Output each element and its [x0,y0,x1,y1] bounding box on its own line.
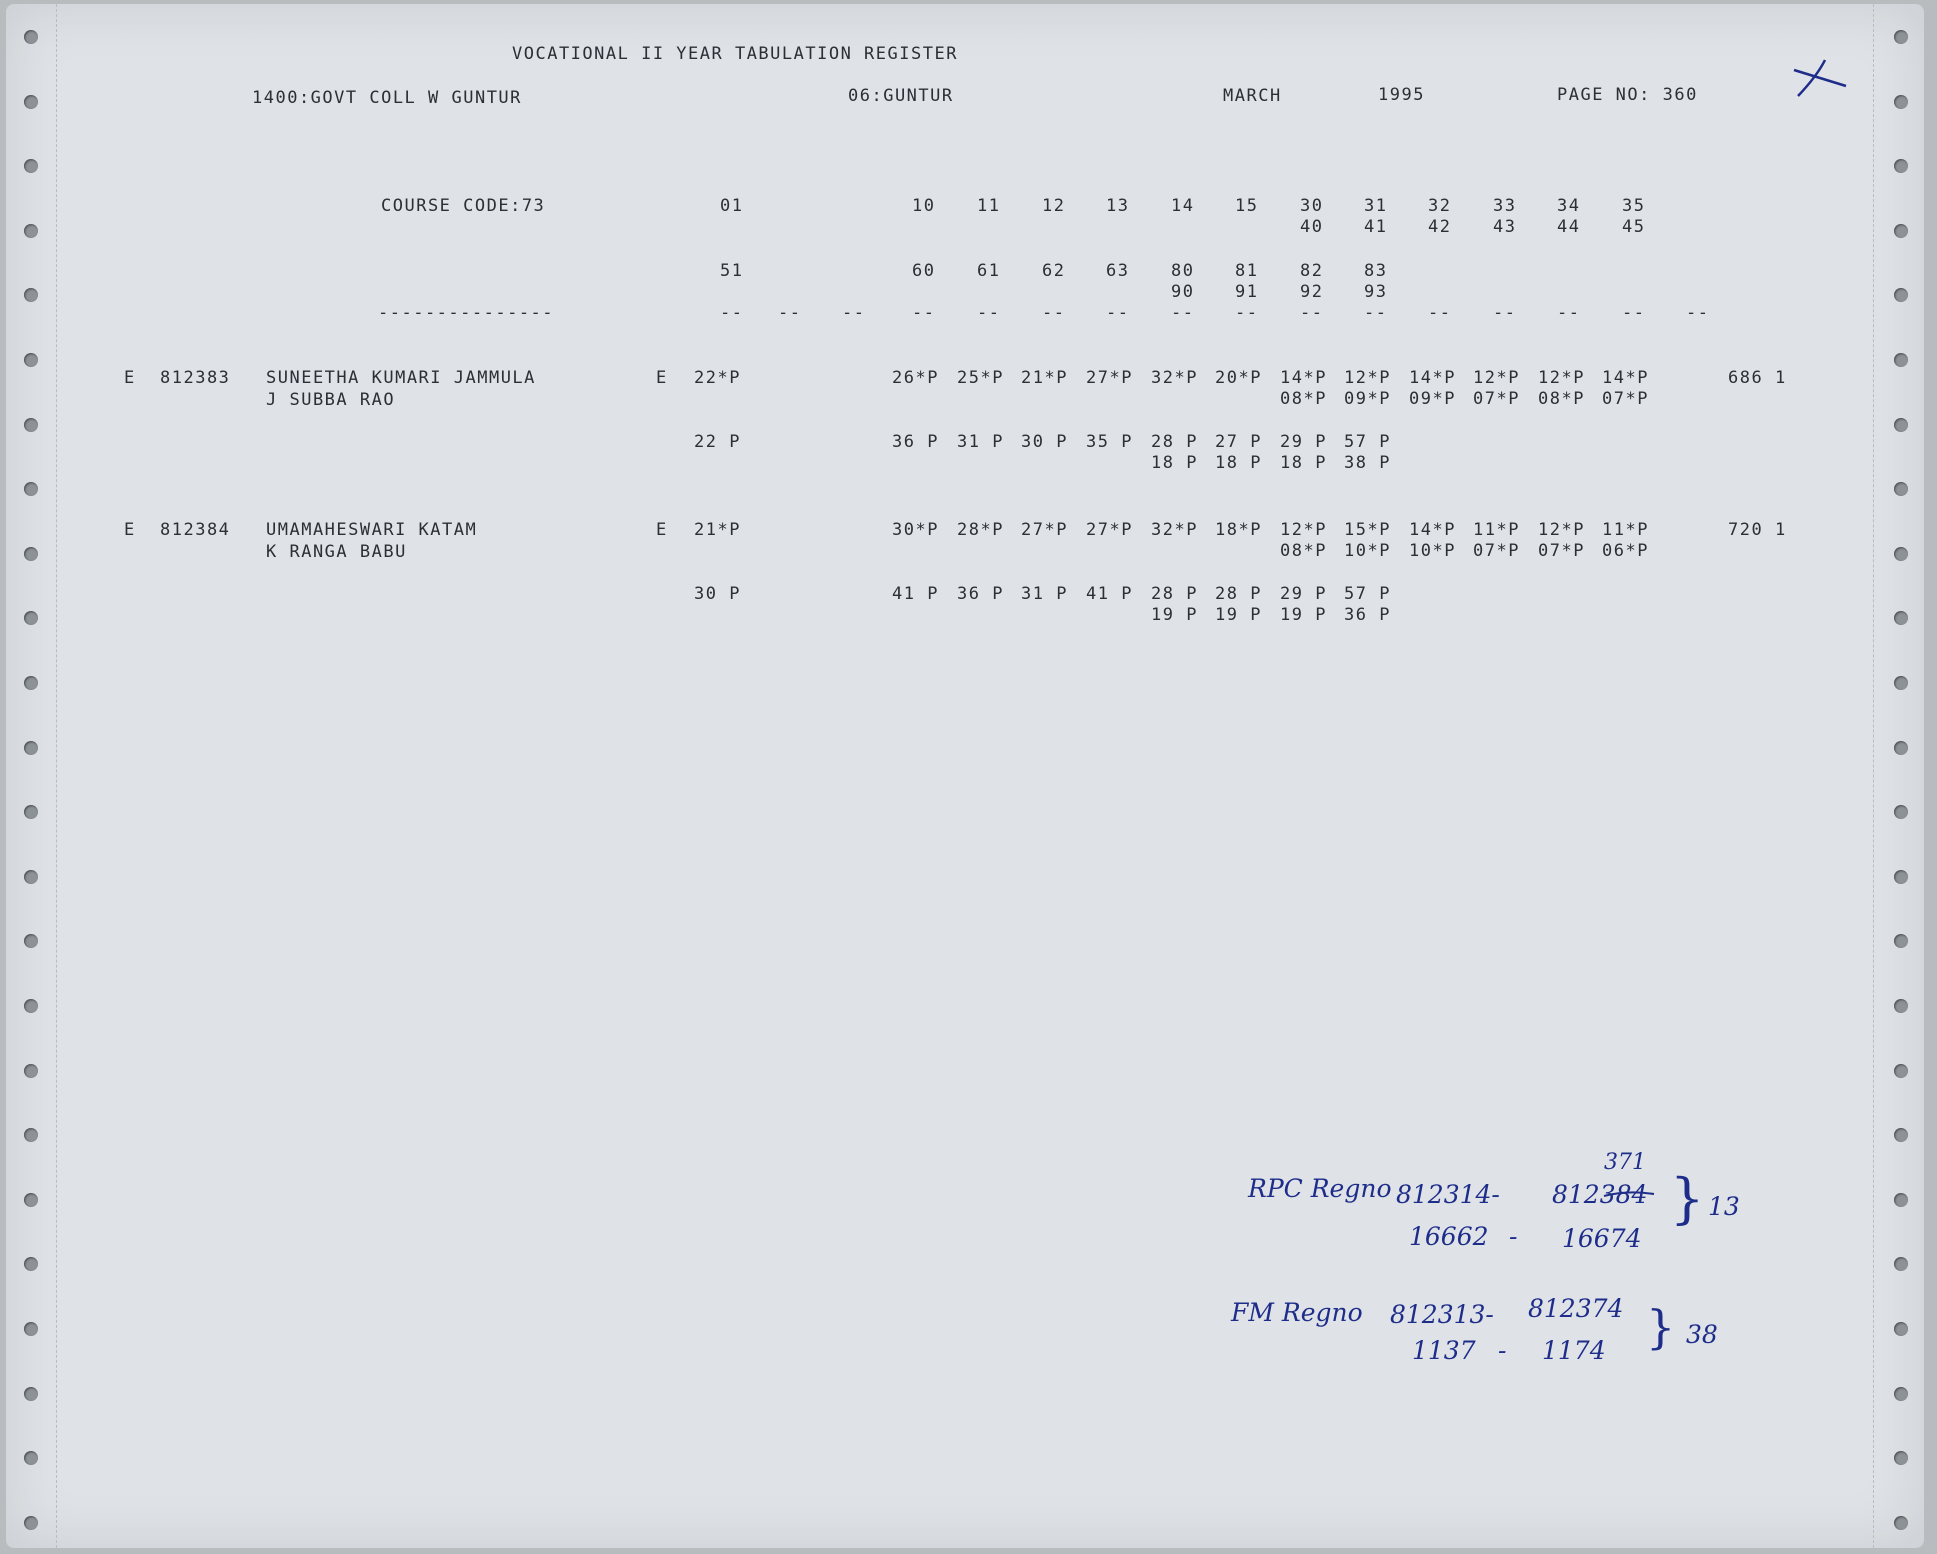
note-serial-from: 16662 [1409,1222,1489,1251]
student-name: SUNEETHA KUMARI JAMMULA [266,368,536,388]
brace-mark: } [1670,1167,1705,1230]
subject-mark: 14*P [1602,368,1649,388]
subject-code: 93 [1364,282,1388,302]
subject-code: 30 [1300,196,1324,216]
subject-code: 35 [1622,196,1646,216]
registration-number: 812384 [160,520,231,540]
total-marks: 720 1 [1728,520,1787,540]
subject-mark: 11*P [1473,520,1520,540]
subject-mark: 12*P [1280,520,1327,540]
subject-code: 10 [912,196,936,216]
subject-code: 33 [1493,196,1517,216]
note-count-2: 38 [1686,1320,1718,1349]
sprocket-hole [24,1193,38,1207]
subject-mark: 12*P [1538,520,1585,540]
note-rpc-label: RPC Regno [1248,1174,1392,1203]
subject-mark: 30 P [1021,432,1068,452]
tabulation-sheet [6,4,1924,1548]
subject-mark: 06*P [1602,541,1649,561]
sprocket-hole [24,547,38,561]
subject-code: 41 [1364,217,1388,237]
college-name: 1400:GOVT COLL W GUNTUR [252,88,522,108]
subject-code: 44 [1557,217,1581,237]
column-dash: -- [1364,303,1388,323]
subject-mark: 32*P [1151,368,1198,388]
subject-mark: 29 P [1280,584,1327,604]
note-serial-to: 16674 [1562,1224,1642,1253]
subject-mark: 29 P [1280,432,1327,452]
subject-code: 83 [1364,261,1388,281]
note-serial-sep: - [1509,1222,1518,1251]
column-dash: -- [1686,303,1710,323]
subject-code: 80 [1171,261,1195,281]
subject-code: 11 [977,196,1001,216]
district-name: 06:GUNTUR [848,86,954,106]
subject-mark: 18*P [1215,520,1262,540]
sprocket-hole [24,1064,38,1078]
subject-code: 13 [1106,196,1130,216]
registration-number: 812383 [160,368,231,388]
sprocket-hole [24,95,38,109]
subject-code: 01 [720,196,744,216]
column-dash: -- [1235,303,1259,323]
exam-year: 1995 [1378,85,1425,105]
sprocket-hole [1894,547,1908,561]
subject-code: 61 [977,261,1001,281]
sprocket-hole [1894,224,1908,238]
sprocket-hole [24,999,38,1013]
strike-through-mark [1602,1186,1656,1202]
subject-mark: 21*P [1021,368,1068,388]
sprocket-hole [24,741,38,755]
subject-code: 60 [912,261,936,281]
subject-mark: 28 P [1151,584,1198,604]
subject-mark: 09*P [1409,389,1456,409]
subject-mark: 14*P [1409,368,1456,388]
subject-mark: 27*P [1086,368,1133,388]
student-name: UMAMAHESWARI KATAM [266,520,478,540]
medium-code: E [656,368,668,388]
exam-month: MARCH [1223,86,1282,106]
subject-code: 15 [1235,196,1259,216]
note-fm-serial-from: 1137 [1412,1336,1476,1365]
subject-mark: 08*P [1280,541,1327,561]
subject-mark: 38 P [1344,453,1391,473]
subject-code: 92 [1300,282,1324,302]
subject-mark: 08*P [1538,389,1585,409]
subject-mark: 27*P [1021,520,1068,540]
column-dash: -- [1042,303,1066,323]
subject-mark: 19 P [1215,605,1262,625]
note-fm-serial-to: 1174 [1542,1336,1606,1365]
subject-mark: 41 P [892,584,939,604]
medium-code: E [656,520,668,540]
subject-mark: 20*P [1215,368,1262,388]
subject-mark: 07*P [1602,389,1649,409]
sprocket-hole [1894,95,1908,109]
subject-code: 12 [1042,196,1066,216]
subject-mark: 12*P [1473,368,1520,388]
subject-mark: 30*P [892,520,939,540]
subject-mark: 14*P [1409,520,1456,540]
sprocket-hole [24,870,38,884]
note-fm-to: 812374 [1528,1294,1624,1323]
subject-mark: 19 P [1151,605,1198,625]
subject-mark: 14*P [1280,368,1327,388]
check-mark-icon [1792,56,1850,100]
subject-mark: 31 P [957,432,1004,452]
column-dash: -- [912,303,936,323]
column-dash: -- [1493,303,1517,323]
subject-mark: 36 P [892,432,939,452]
subject-mark: 28 P [1215,584,1262,604]
result-status: E [124,368,136,388]
subject-code: 31 [1364,196,1388,216]
subject-mark: 27 P [1215,432,1262,452]
sprocket-hole [1894,1193,1908,1207]
subject-code: 43 [1493,217,1517,237]
subject-mark: 25*P [957,368,1004,388]
subject-code: 91 [1235,282,1259,302]
parent-name: K RANGA BABU [266,542,407,562]
subject-mark: 11*P [1602,520,1649,540]
note-count-1: 13 [1708,1192,1740,1221]
subject-mark: 35 P [1086,432,1133,452]
subject-mark: 28 P [1151,432,1198,452]
subject-mark: 18 P [1151,453,1198,473]
subject-mark: 12*P [1538,368,1585,388]
column-dash: -- [1300,303,1324,323]
subject-mark: 36 P [1344,605,1391,625]
sprocket-hole [1894,1516,1908,1530]
subject-code: 40 [1300,217,1324,237]
sprocket-hole [24,418,38,432]
sprocket-hole [24,1516,38,1530]
subject-mark: 41 P [1086,584,1133,604]
column-dash: -- [1171,303,1195,323]
subject-mark: 10*P [1409,541,1456,561]
subject-mark: 22*P [694,368,741,388]
subject-mark: 32*P [1151,520,1198,540]
register-title: VOCATIONAL II YEAR TABULATION REGISTER [512,44,958,64]
subject-code: 32 [1428,196,1452,216]
subject-mark: 31 P [1021,584,1068,604]
sprocket-hole [1894,999,1908,1013]
column-dash: -- [1622,303,1646,323]
subject-mark: 15*P [1344,520,1391,540]
subject-mark: 07*P [1473,389,1520,409]
column-dash: -- [1106,303,1130,323]
sprocket-hole [24,676,38,690]
column-dash: -- [778,303,802,323]
brace-mark-2: } [1646,1300,1676,1354]
sprocket-hole [24,30,38,44]
note-fm-from: 812313- [1390,1300,1494,1329]
sprocket-hole [1894,1064,1908,1078]
subject-code: 45 [1622,217,1646,237]
sprocket-hole [1894,676,1908,690]
sprocket-hole [1894,1322,1908,1336]
subject-mark: 07*P [1538,541,1585,561]
note-rpc-from: 812314- [1396,1180,1500,1209]
subject-code: 34 [1557,196,1581,216]
subject-mark: 30 P [694,584,741,604]
subject-code: 51 [720,261,744,281]
column-dash: -- [842,303,866,323]
note-rpc-to: 812384 [1552,1180,1648,1209]
column-dash: -- [1428,303,1452,323]
page-number: PAGE NO: 360 [1557,85,1698,105]
subject-mark: 08*P [1280,389,1327,409]
subject-mark: 22 P [694,432,741,452]
subject-mark: 07*P [1473,541,1520,561]
sprocket-hole [24,224,38,238]
column-dash: -- [720,303,744,323]
subject-mark: 12*P [1344,368,1391,388]
subject-mark: 57 P [1344,584,1391,604]
subject-mark: 21*P [694,520,741,540]
subject-code: 81 [1235,261,1259,281]
subject-mark: 36 P [957,584,1004,604]
result-status: E [124,520,136,540]
sprocket-hole [24,353,38,367]
column-dash: -- [1557,303,1581,323]
subject-mark: 57 P [1344,432,1391,452]
sprocket-hole [1894,741,1908,755]
sprocket-hole [24,1387,38,1401]
subject-mark: 10*P [1344,541,1391,561]
subject-code: 42 [1428,217,1452,237]
course-code-label: COURSE CODE:73 [381,196,546,216]
note-fm-serial-sep: - [1498,1336,1507,1365]
sprocket-hole [1894,1387,1908,1401]
subject-mark: 27*P [1086,520,1133,540]
header-underline: --------------- [378,303,555,323]
sprocket-hole [1894,870,1908,884]
sprocket-hole [1894,353,1908,367]
subject-code: 82 [1300,261,1324,281]
sprocket-hole [1894,418,1908,432]
sprocket-hole [24,1322,38,1336]
sprocket-hole [1894,30,1908,44]
parent-name: J SUBBA RAO [266,390,396,410]
subject-mark: 09*P [1344,389,1391,409]
subject-code: 63 [1106,261,1130,281]
subject-code: 62 [1042,261,1066,281]
subject-mark: 18 P [1215,453,1262,473]
subject-mark: 26*P [892,368,939,388]
total-marks: 686 1 [1728,368,1787,388]
subject-mark: 28*P [957,520,1004,540]
subject-code: 90 [1171,282,1195,302]
note-fm-label: FM Regno [1231,1298,1363,1327]
subject-mark: 19 P [1280,605,1327,625]
subject-mark: 18 P [1280,453,1327,473]
note-rpc-correction: 371 [1604,1150,1646,1175]
column-dash: -- [977,303,1001,323]
subject-code: 14 [1171,196,1195,216]
